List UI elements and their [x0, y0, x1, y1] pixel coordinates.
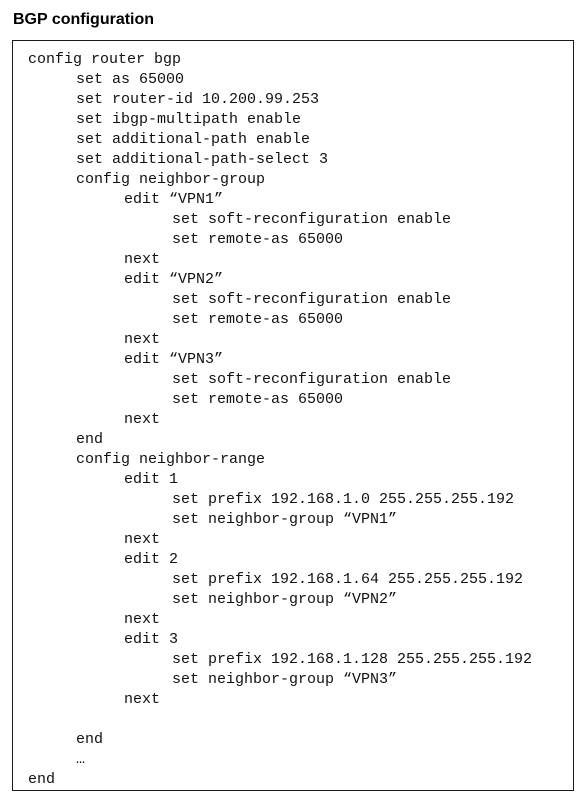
config-line: config neighbor-range — [76, 451, 266, 468]
config-line: end — [28, 771, 56, 788]
config-line: set remote-as 65000 — [172, 391, 344, 408]
config-line: edit 3 — [124, 631, 179, 648]
config-line: next — [124, 331, 161, 348]
config-line: set remote-as 65000 — [172, 231, 344, 248]
config-line: edit 1 — [124, 471, 179, 488]
config-line: set neighbor-group “VPN1” — [172, 511, 398, 528]
config-line: edit “VPN3” — [124, 351, 224, 368]
config-line: set neighbor-group “VPN3” — [172, 671, 398, 688]
config-line: set remote-as 65000 — [172, 311, 344, 328]
config-line: set router-id 10.200.99.253 — [76, 91, 320, 108]
config-line: set as 65000 — [76, 71, 185, 88]
config-line: end — [76, 731, 104, 748]
config-line: next — [124, 411, 161, 428]
config-line: next — [124, 251, 161, 268]
config-line: … — [76, 751, 86, 768]
config-line: end — [76, 431, 104, 448]
config-line: set soft-reconfiguration enable — [172, 291, 452, 308]
config-line: edit “VPN2” — [124, 271, 224, 288]
config-line: set neighbor-group “VPN2” — [172, 591, 398, 608]
config-line: edit “VPN1” — [124, 191, 224, 208]
config-line: set additional-path-select 3 — [76, 151, 329, 168]
config-line: config router bgp — [28, 51, 182, 68]
config-line: set prefix 192.168.1.0 255.255.255.192 — [172, 491, 515, 508]
config-code-block — [12, 40, 574, 791]
config-line: set additional-path enable — [76, 131, 311, 148]
config-line: next — [124, 531, 161, 548]
config-line: config neighbor-group — [76, 171, 266, 188]
config-line: edit 2 — [124, 551, 179, 568]
config-line: set prefix 192.168.1.64 255.255.255.192 — [172, 571, 524, 588]
config-line: set soft-reconfiguration enable — [172, 371, 452, 388]
config-line: set ibgp-multipath enable — [76, 111, 302, 128]
config-line: set prefix 192.168.1.128 255.255.255.192 — [172, 651, 533, 668]
config-line: next — [124, 611, 161, 628]
config-line: next — [124, 691, 161, 708]
config-line: set soft-reconfiguration enable — [172, 211, 452, 228]
page-title: BGP configuration — [13, 11, 155, 28]
